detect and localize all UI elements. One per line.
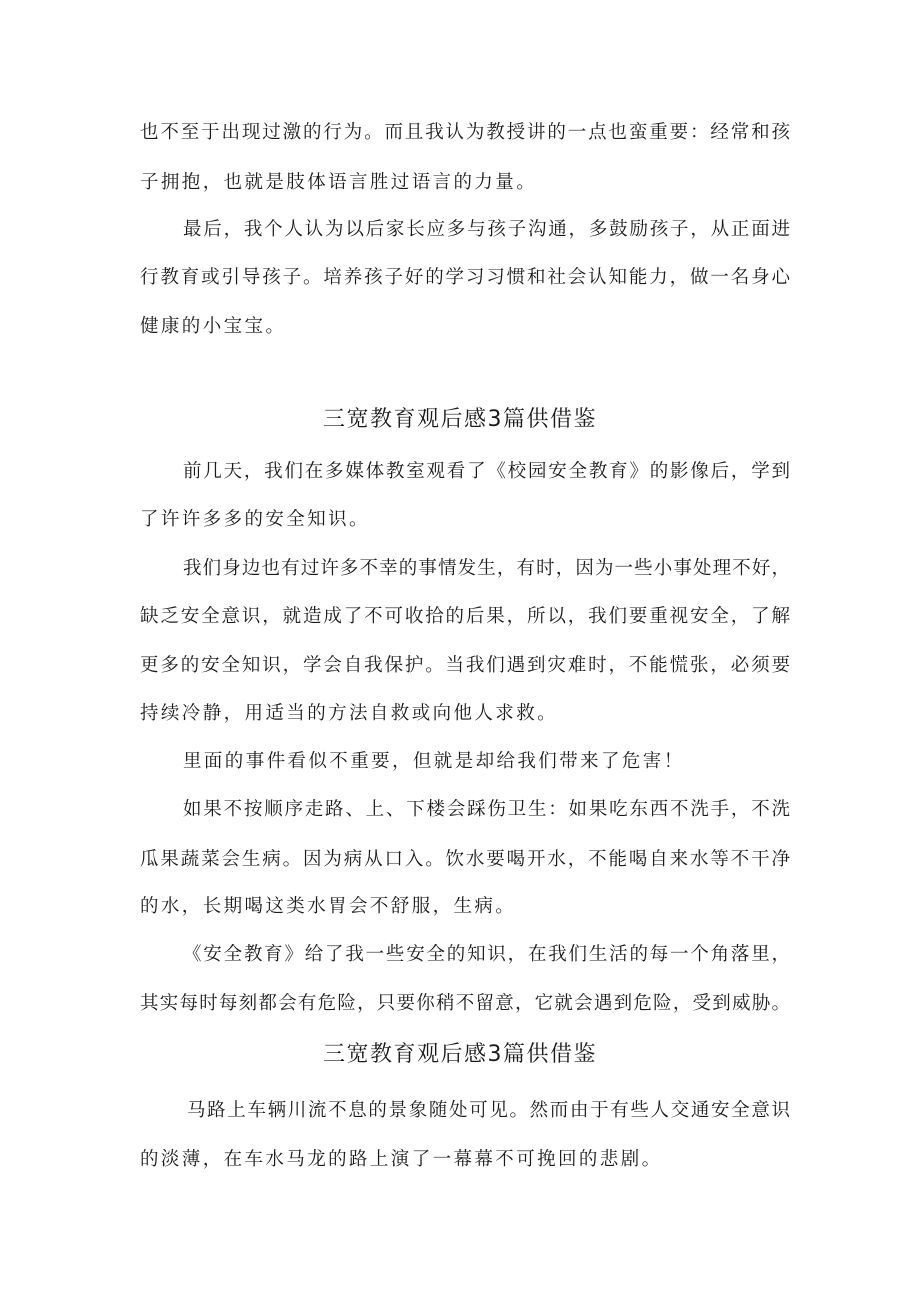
paragraph-line: 前几天，我们在多媒体教室观看了《校园安全教育》的影像后，学到	[183, 461, 790, 482]
paragraph-line: 也不至于出现过激的行为。而且我认为教授讲的一点也蛮重要：经常和孩	[140, 122, 790, 143]
paragraph-line: 缺乏安全意识，就造成了不可收拾的后果，所以，我们要重视安全，了解	[140, 606, 790, 627]
paragraph-line: 健康的小宝宝。	[140, 316, 287, 337]
paragraph-line: 了许许多多的安全知识。	[140, 509, 370, 530]
section-heading: 三宽教育观后感3篇供借鉴	[323, 407, 597, 432]
paragraph-line: 其实每时每刻都会有危险，只要你稍不留意，它就会遇到危险，受到威胁。	[140, 993, 790, 1014]
paragraph-line: 行教育或引导孩子。培养孩子好的学习习惯和社会认知能力，做一名身心	[140, 267, 790, 288]
paragraph-line: 最后，我个人认为以后家长应多与孩子沟通，多鼓励孩子，从正面进	[183, 219, 790, 240]
paragraph-line: 子拥抱，也就是肢体语言胜过语言的力量。	[140, 172, 538, 193]
paragraph-line: 的淡薄，在车水马龙的路上演了一幕幕不可挽回的悲剧。	[140, 1149, 663, 1170]
paragraph-line: 马路上车辆川流不息的景象随处可见。然而由于有些人交通安全意识	[187, 1100, 790, 1121]
paragraph-line: 持续冷静，用适当的方法自救或向他人求救。	[140, 703, 559, 724]
paragraph-line: 如果不按顺序走路、上、下楼会踩伤卫生：如果吃东西不洗手，不洗	[183, 799, 790, 820]
paragraph-line: 的水，长期喝这类水胃会不舒服，生病。	[140, 896, 517, 917]
section-heading: 三宽教育观后感3篇供借鉴	[323, 1042, 597, 1067]
paragraph-line: 《安全教育》给了我一些安全的知识，在我们生活的每一个角落里，	[183, 944, 790, 965]
paragraph-line: 瓜果蔬菜会生病。因为病从口入。饮水要喝开水，不能喝自来水等不干净	[140, 849, 790, 870]
paragraph-line: 里面的事件看似不重要，但就是却给我们带来了危害！	[183, 751, 685, 772]
paragraph-line: 更多的安全知识，学会自我保护。当我们遇到灾难时，不能慌张，必须要	[140, 655, 790, 676]
paragraph-line: 我们身边也有过许多不幸的事情发生，有时，因为一些小事处理不好，	[183, 558, 790, 579]
